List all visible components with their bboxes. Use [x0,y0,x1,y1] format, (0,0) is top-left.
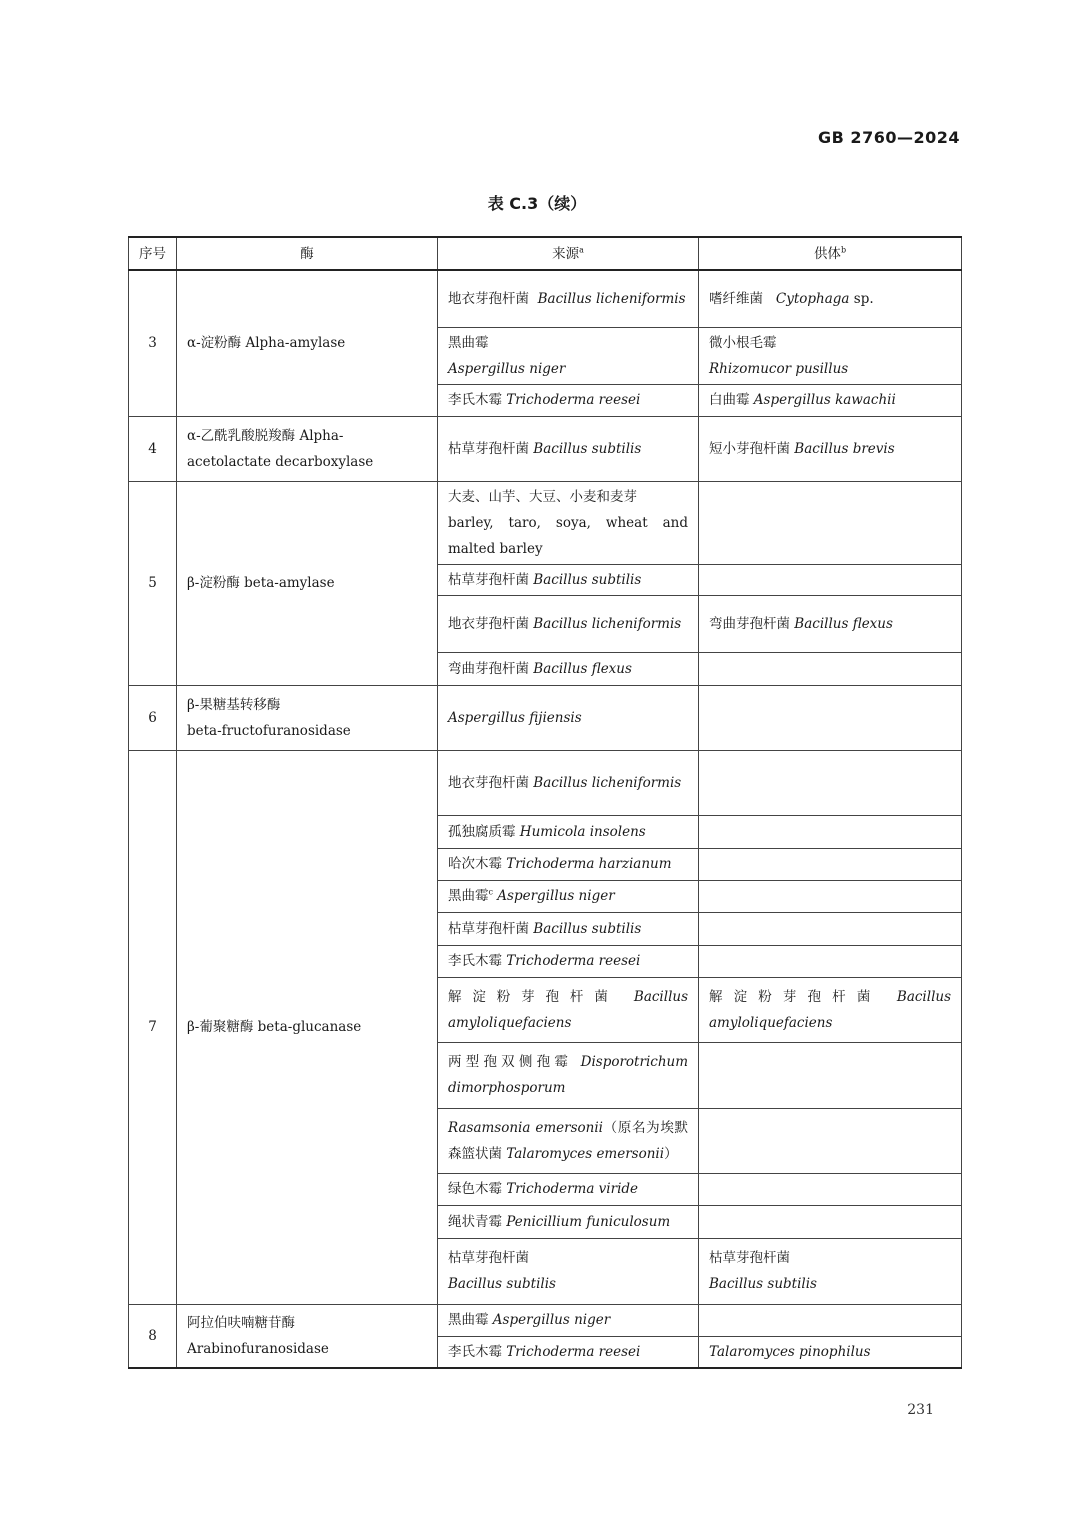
table-row [129,481,962,564]
page-number: 231 [907,1402,934,1418]
header-enzyme: 酶 [177,237,438,270]
row-number: 7 [129,750,177,1304]
row-number: 5 [129,481,177,685]
donor-cell [699,848,962,880]
source-cell: Rasamsonia emersonii（原名为埃默森篮状菌 Talaromyces emersonii） [438,1108,699,1173]
donor-cell: 弯曲芽孢杆菌 Bacillus flexus [699,595,962,652]
source-cell: 枯草芽孢杆菌 Bacillus subtilis [438,564,699,595]
source-cell: 两型孢双侧孢霉 Disporotrichum dimorphosporum [438,1042,699,1108]
donor-cell [699,652,962,685]
enzyme-name: α-乙酰乳酸脱羧酶 Alpha-acetolactate decarboxylase [177,416,438,481]
header-source: 来源$^a$ [438,237,699,270]
table-title: 表 C.3（续） [487,194,587,213]
source-cell: 地衣芽孢杆菌 Bacillus licheniformis [438,595,699,652]
donor-cell [699,481,962,564]
source-cell: 黑曲霉 Aspergillus niger [438,1304,699,1336]
source-cell: 地衣芽孢杆菌 Bacillus licheniformis [438,270,699,327]
donor-cell: Talaromyces pinophilus [699,1336,962,1368]
enzyme-name: β-葡聚糖酶 beta-glucanase [177,750,438,1304]
donor-cell [699,945,962,977]
donor-cell [699,1042,962,1108]
enzyme-name: 阿拉伯呋喃糖苷酶 Arabinofuranosidase [177,1304,438,1368]
source-cell: 黑曲霉 Aspergillus niger [438,327,699,384]
source-cell: 李氏木霉 Trichoderma reesei [438,384,699,416]
donor-cell [699,750,962,815]
table-row [129,685,962,750]
donor-cell [699,912,962,945]
row-number: 4 [129,416,177,481]
table-row [129,416,962,481]
donor-cell: 短小芽孢杆菌 Bacillus brevis [699,416,962,481]
donor-cell [699,1304,962,1336]
header-donor: 供体$^b$ [699,237,962,270]
source-cell: 绿色木霉 Trichoderma viride [438,1173,699,1205]
source-cell: Aspergillus fijiensis [438,685,699,750]
row-number: 3 [129,270,177,416]
row-number: 6 [129,685,177,750]
table-row [129,750,962,815]
source-cell: 地衣芽孢杆菌 Bacillus licheniformis [438,750,699,815]
source-cell: 枯草芽孢杆菌 Bacillus subtilis [438,1238,699,1304]
table-row [129,1304,962,1336]
row-number: 8 [129,1304,177,1368]
donor-cell: 枯草芽孢杆菌 Bacillus subtilis [699,1238,962,1304]
source-cell: 枯草芽孢杆菌 Bacillus subtilis [438,912,699,945]
donor-cell [699,564,962,595]
source-cell: 黑曲霉$^c$ Aspergillus niger [438,880,699,912]
standard-code: GB 2760—2024 [818,128,960,147]
donor-cell [699,1205,962,1238]
enzyme-name: β-淀粉酶 beta-amylase [177,481,438,685]
donor-cell [699,815,962,848]
donor-cell [699,1173,962,1205]
source-cell: 解淀粉芽孢杆菌 Bacillus amyloliquefaciens [438,977,699,1042]
enzyme-name: α-淀粉酶 Alpha-amylase [177,270,438,416]
source-cell: 弯曲芽孢杆菌 Bacillus flexus [438,652,699,685]
source-cell: 李氏木霉 Trichoderma reesei [438,1336,699,1368]
donor-cell [699,685,962,750]
source-cell: 绳状青霉 Penicillium funiculosum [438,1205,699,1238]
donor-cell [699,880,962,912]
source-cell: 大麦、山芋、大豆、小麦和麦芽 barley, taro, soya, wheat and malted barley [438,481,699,564]
table-header-row [129,237,962,270]
source-cell: 哈次木霉 Trichoderma harzianum [438,848,699,880]
source-cell: 李氏木霉 Trichoderma reesei [438,945,699,977]
donor-cell: 嗜纤维菌 Cytophaga sp. [699,270,962,327]
table-row [129,270,962,327]
source-cell: 孤独腐质霉 Humicola insolens [438,815,699,848]
donor-cell [699,1108,962,1173]
header-no: 序号 [129,237,177,270]
source-cell: 枯草芽孢杆菌 Bacillus subtilis [438,416,699,481]
donor-cell: 解淀粉芽孢杆菌 Bacillus amyloliquefaciens [699,977,962,1042]
donor-cell: 微小根毛霉 Rhizomucor pusillus [699,327,962,384]
donor-cell: 白曲霉 Aspergillus kawachii [699,384,962,416]
enzyme-table [128,236,962,1369]
enzyme-name: β-果糖基转移酶 beta-fructofuranosidase [177,685,438,750]
